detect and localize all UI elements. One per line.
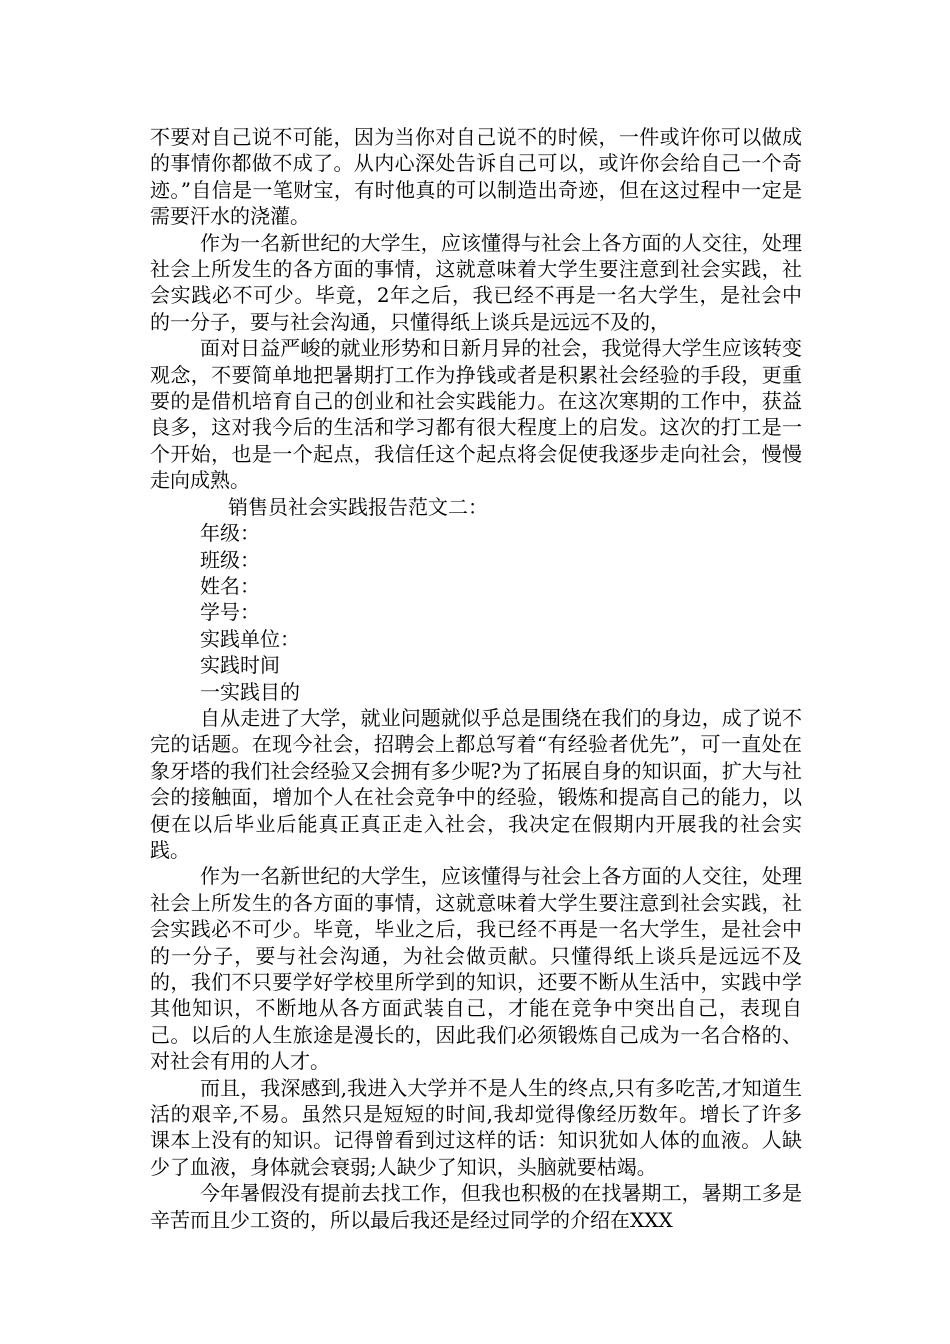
paragraph-reflection: 而且，我深感到,我进入大学并不是人生的终点,只有多吃苦,才知道生活的艰辛,不易。虽然只是短短的时间,我却觉得像经历数年。增长了许多课本上没有的知识。记得曾看到过这样的话：知识犹如人体的血液。人缺少了血液，身体就会衰弱;人缺少了知识，头脑就要枯竭。 xyxy=(150,1075,802,1179)
field-practice-time: 实践时间 xyxy=(200,653,280,678)
paragraph-self-confidence: 不要对自己说不可能，因为当你对自己说不的时候，一件或许你可以做成的事情你都做不成了。从内心深处告诉自己可以，或许你会给自己一个奇迹。”自信是一笔财宝，有时他真的可以制造出奇迹，但在这过程中一定是需要汗水的浇灌。 xyxy=(150,125,802,229)
field-grade: 年级： xyxy=(200,521,260,546)
field-name: 姓名： xyxy=(200,573,260,598)
paragraph-purpose: 自从走进了大学，就业问题就似乎总是围绕在我们的身边，成了说不完的话题。在现今社会，招聘会上都总写着“有经验者优先”，可一直处在象牙塔的我们社会经验又会拥有多少呢?为了拓展自身的知识面，扩大与社会的接触面，增加个人在社会竞争中的经验，锻炼和提高自己的能力，以便在以后毕业后能真正真正走入社会，我决定在假期内开展我的社会实践。 xyxy=(150,705,802,862)
paragraph-employment-situation: 面对日益严峻的就业形势和日新月异的社会，我觉得大学生应该转变观念，不要简单地把暑期打工作为挣钱或者是积累社会经验的手段，更重要的是借机培育自己的创业和社会实践能力。在这次寒期的工作中，获益良多，这对我今后的生活和学习都有很大程度上的启发。这次的打工是一个开始，也是一个起点，我信任这个起点将会促使我逐步走向社会，慢慢走向成熟。 xyxy=(150,336,802,493)
section-subtitle: 销售员社会实践报告范文二： xyxy=(228,494,488,519)
paragraph-social-practice-1: 作为一名新世纪的大学生，应该懂得与社会上各方面的人交往，处理社会上所发生的各方面的事情，这就意味着大学生要注意到社会实践，社会实践必不可少。毕竟，2年之后，我已经不再是一名大学生，是社会中的一分子，要与社会沟通，只懂得纸上谈兵是远远不及的， xyxy=(150,230,802,334)
paragraph-social-practice-2: 作为一名新世纪的大学生，应该懂得与社会上各方面的人交往，处理社会上所发生的各方面的事情，这就意味着大学生要注意到社会实践，社会实践必不可少。毕竟，毕业之后，我已经不再是一名大学生，是社会中的一分子，要与社会沟通，为社会做贡献。只懂得纸上谈兵是远远不及的，我们不只要学好学校里所学到的知识，还要不断从生活中，实践中学其他知识，不断地从各方面武装自己，才能在竞争中突出自己，表现自己。以后的人生旅途是漫长的，因此我们必须锻炼自己成为一名合格的、对社会有用的人才。 xyxy=(150,864,802,1074)
field-student-id: 学号： xyxy=(200,600,260,625)
heading-practice-purpose: 一实践目的 xyxy=(200,679,300,704)
field-class: 班级： xyxy=(200,547,260,572)
field-practice-unit: 实践单位： xyxy=(200,626,300,651)
document-page xyxy=(150,124,802,1233)
paragraph-summer-job: 今年暑假没有提前去找工作，但我也积极的在找暑期工，暑期工多是辛苦而且少工资的，所以最后我还是经过同学的介绍在XXX xyxy=(150,1181,802,1232)
